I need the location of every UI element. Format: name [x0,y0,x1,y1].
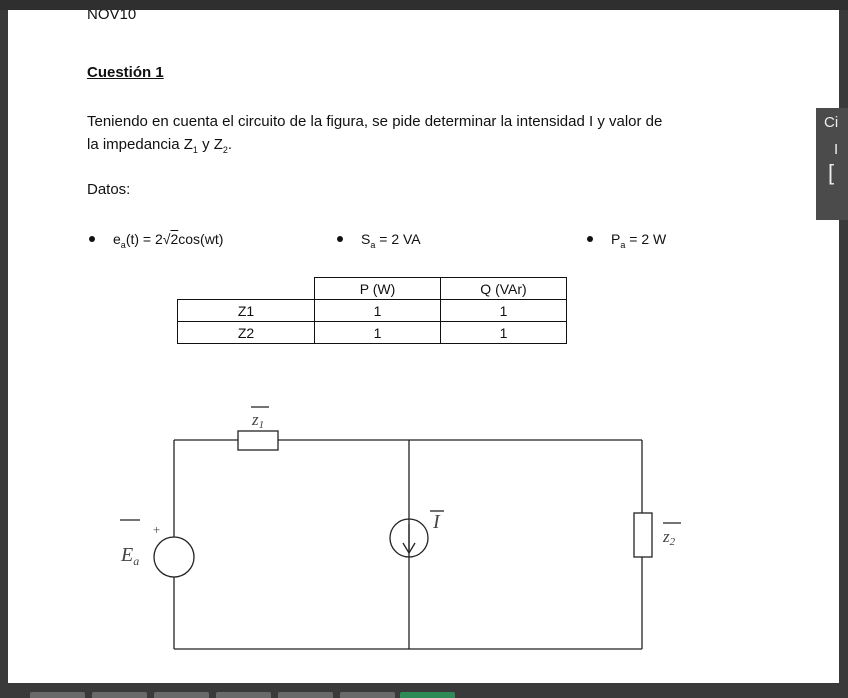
plus-sign: + [152,522,161,537]
z1-resistor-icon [238,431,278,450]
table-cell: 1 [441,300,567,322]
z1-label: z1 [252,410,265,431]
z2-resistor-icon [634,513,652,557]
i-label: I [433,511,440,533]
table-cell: 1 [441,322,567,344]
voltage-source-icon [154,537,194,577]
side-panel-line: [ [828,160,835,185]
bottom-tab[interactable] [154,692,209,698]
section-title: Cuestión 1 [87,64,164,81]
table-cell: Z2 [178,322,315,344]
side-panel-line: I [834,141,839,158]
page-header: NOV10 [87,10,137,23]
datos-label: Datos: [87,181,131,198]
ea-label: $E_a$ [121,544,140,568]
bottom-tab[interactable] [92,692,147,698]
side-panel-tab[interactable] [816,108,848,220]
data-item-ea: $e_a(t) = 2√2\cos(wt)$ [89,231,223,250]
bottom-tab-active[interactable] [400,692,455,698]
z2-label: z2 [663,527,676,548]
bottom-tab[interactable] [30,692,85,698]
table-header-cell: Q (VAr) [441,278,567,300]
bottom-tab[interactable] [216,692,271,698]
prompt-line-2: la impedancia $Z_1$ y $Z_2$. [87,136,233,155]
table-cell: 1 [315,300,441,322]
bottom-tab[interactable] [278,692,333,698]
prompt-line-1: Teniendo en cuenta el circuito de la figura, se pide determinar la intensidad I y valor de [87,113,663,130]
window-top-bar [0,0,848,10]
table-header-cell: P (W) [315,278,441,300]
circuit-diagram [8,10,839,683]
side-panel-line: Ci [824,114,839,131]
table-cell: 1 [315,322,441,344]
table-cell: Z1 [178,300,315,322]
document-page [8,10,839,683]
data-item-sa: $S_a = 2$ VA [337,231,421,250]
bottom-tab[interactable] [340,692,395,698]
data-item-pa: $P_a = 2$ W [587,231,666,250]
